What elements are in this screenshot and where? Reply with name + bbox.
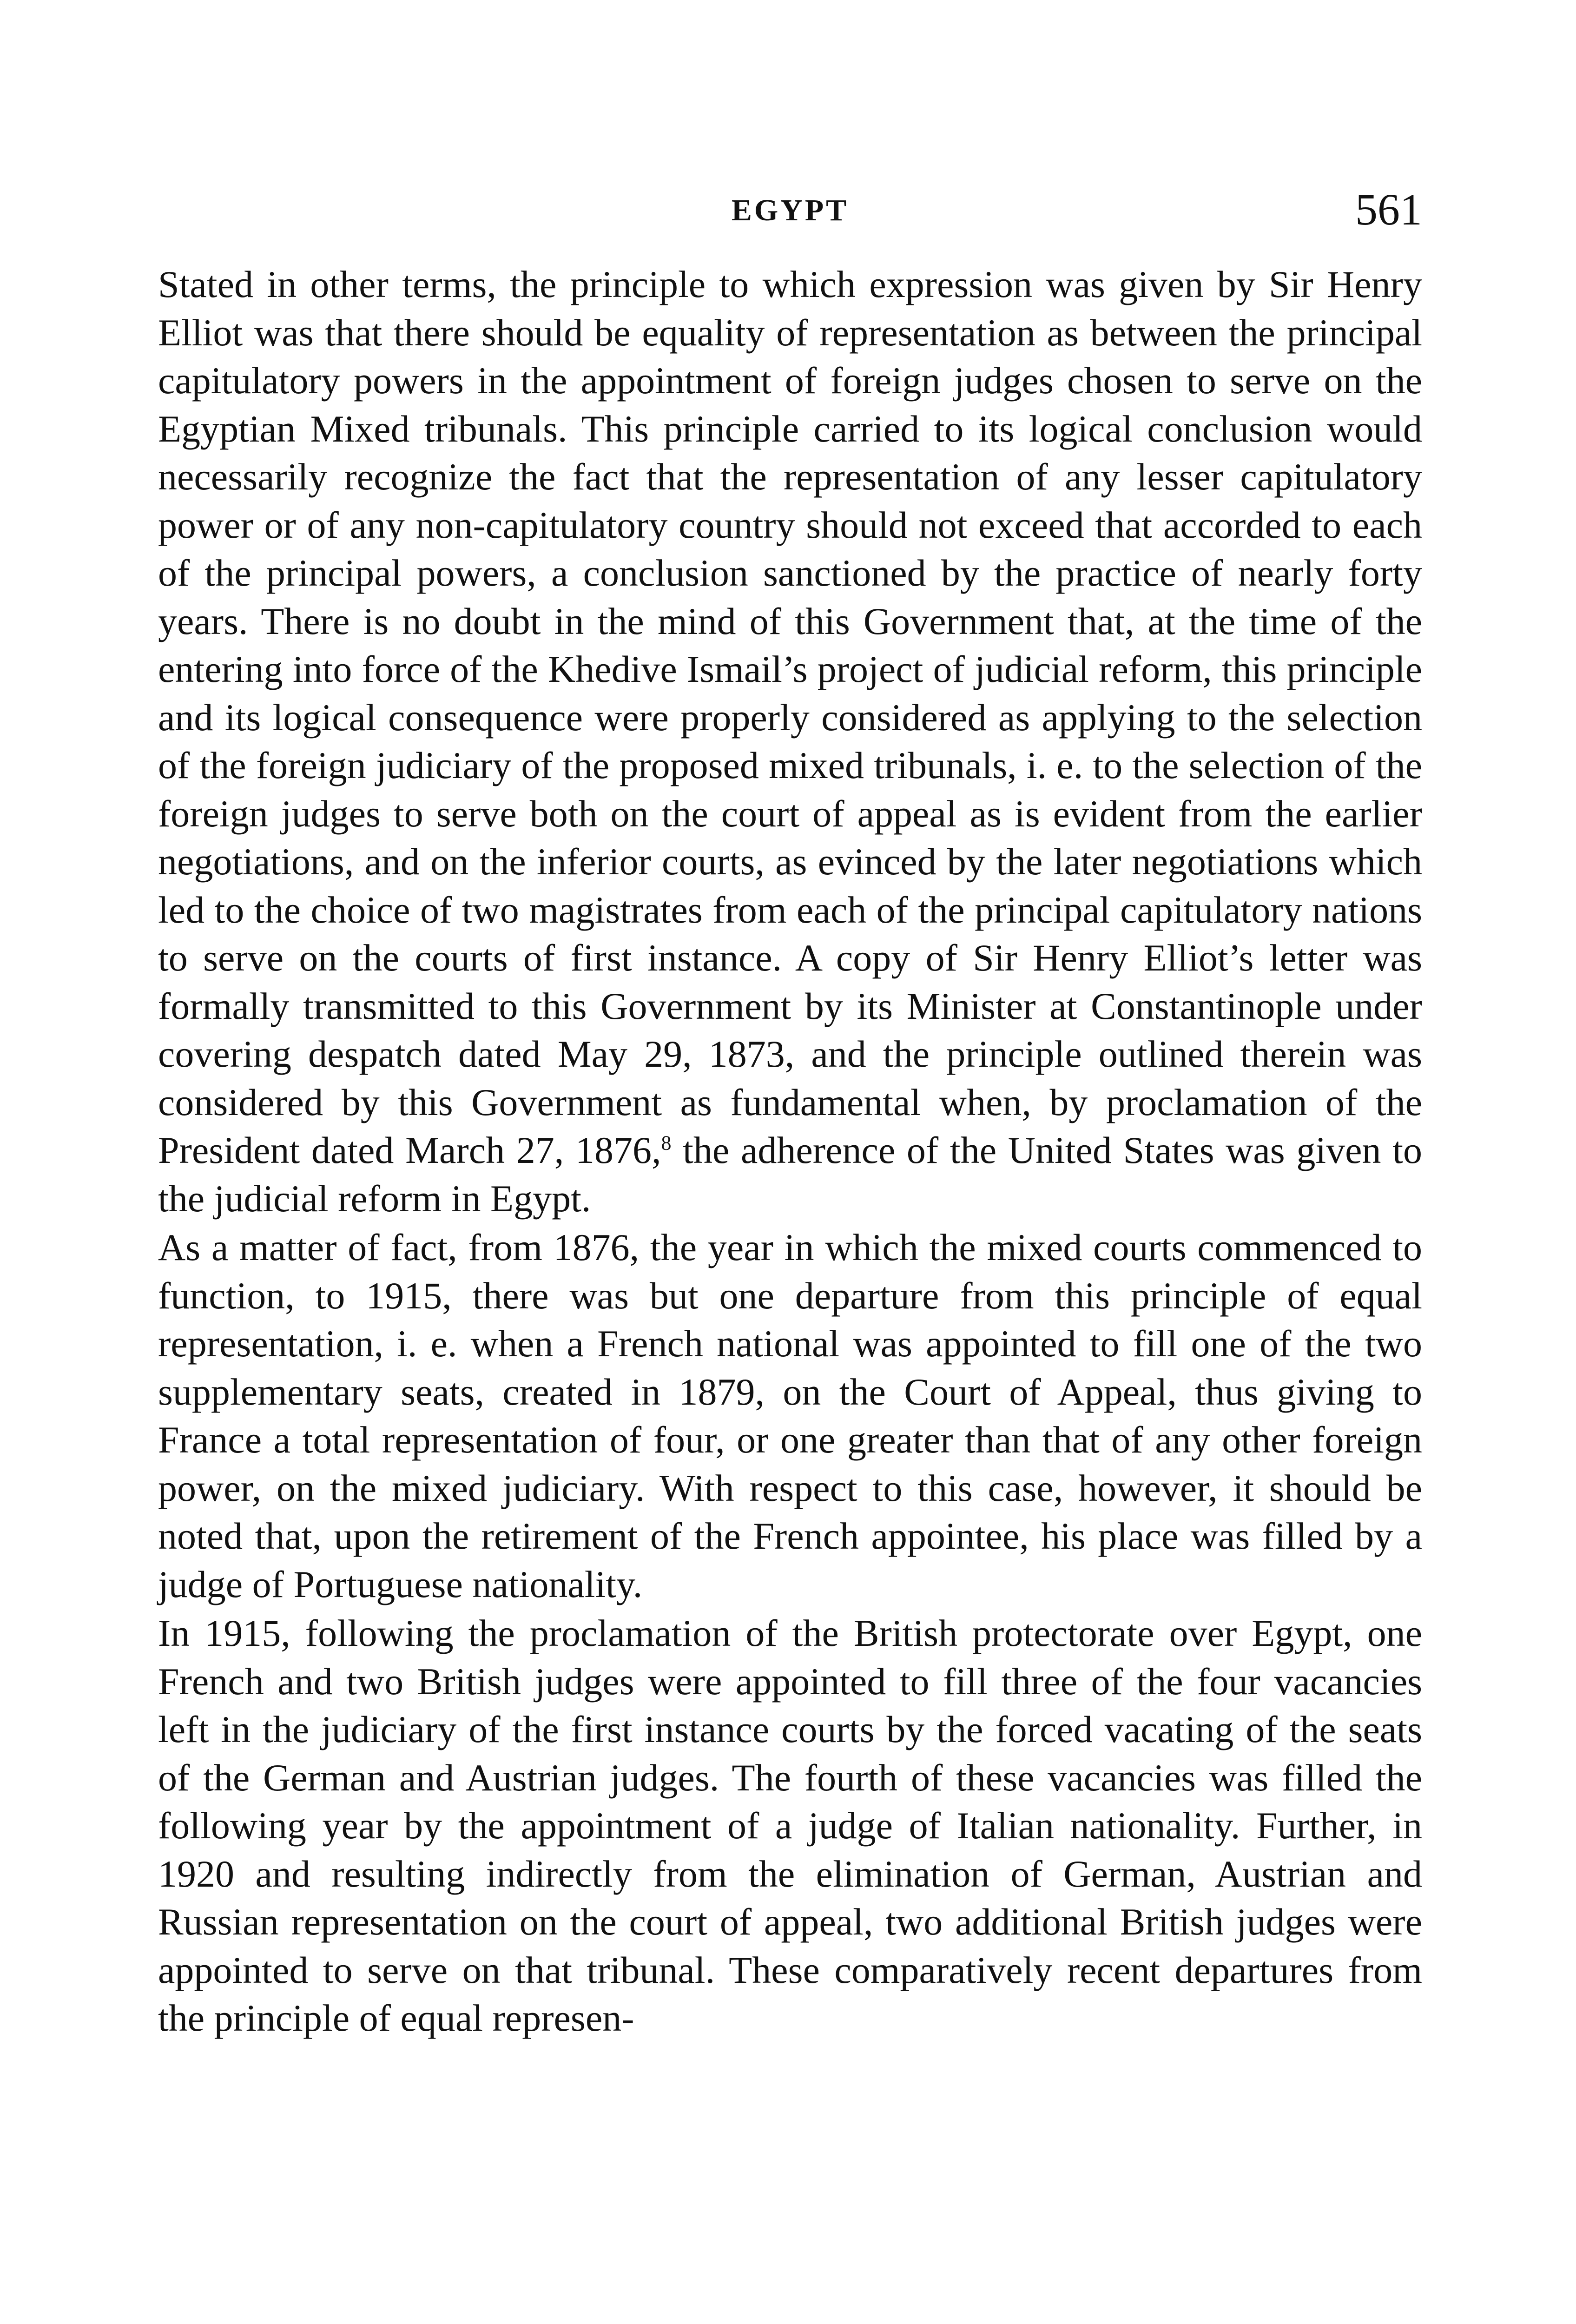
paragraph-2: As a matter of fact, from 1876, the year in which the mixed courts commenced to function, to 1915, there was but one departure from this principle of equal representation, i. e. when a French national was appointed to fill one of the two supplementary seats, created in 1879, on the Court of Appeal, thus giving to France a total representation of four, or one greater than that of any other foreign power, on the mixed judiciary. With respect to this case, however, it should be noted that, upon the retirement of the French appointee, his place was filled by a judge of Portuguese nationality. [158,1226,1422,1605]
paragraph-1-text-continued: the adherence of the United States was given to the judicial reform in Egypt. [158,1129,1422,1220]
footnote-reference: 8 [661,1131,672,1155]
running-head [158,184,1422,235]
paragraph-3: In 1915, following the proclamation of the British protectorate over Egypt, one French and two British judges were appointed to fill three of the four vacancies left in the judiciary of the first instance courts by the forced vacating of the seats of the German and Austrian judges. The fourth of these vacancies was filled the following year by the appointment of a judge of Italian nationality. Further, in 1920 and resulting indirectly from the elimination of German, Austrian and Russian representation on the court of appeal, two additional British judges were appointed to serve on that tribunal. These comparatively recent departures from the principle of equal represen- [158,1612,1422,2039]
running-title: EGYPT [731,193,849,227]
page-number: 561 [1355,185,1422,234]
paragraph-1 [158,260,1422,1222]
paragraph-1-text: Stated in other terms, the principle to which expression was given by Sir Henry Elliot was that there should be equality of representation as between the principal capitulatory powers in the appointment of foreign judges chosen to serve on the Egyptian Mixed tribunals. This principle carried to its logical conclusion would necessarily recognize the fact that the representation of any lesser capitulatory power or of any non-capitulatory country should not exceed that accorded to each of the principal powers, a conclusion sanctioned by the practice of nearly forty years. There is no doubt in the mind of this Government that, at the time of the entering into force of the Khedive Ismail’s project of judicial reform, this principle and its logical consequence were properly considered as applying to the selection of the foreign judiciary of the proposed mixed tribunals, i. e. to the selection of the foreign judges to serve both on the court of appeal as is evident from the earlier negotiations, and on the inferior courts, as evinced by the later negotiations which led to the choice of two magistrates from each of the principal capitulatory nations to serve on the courts of first instance. A copy of Sir Henry Elliot’s letter was formally transmitted to this Government by its Minister at Constantinople under covering despatch dated May 29, 1873, and the principle outlined therein was considered by this Government as fundamental when, by proclamation of the President dated March 27, 1876, [158,263,1422,1171]
body-text [158,260,1422,2043]
